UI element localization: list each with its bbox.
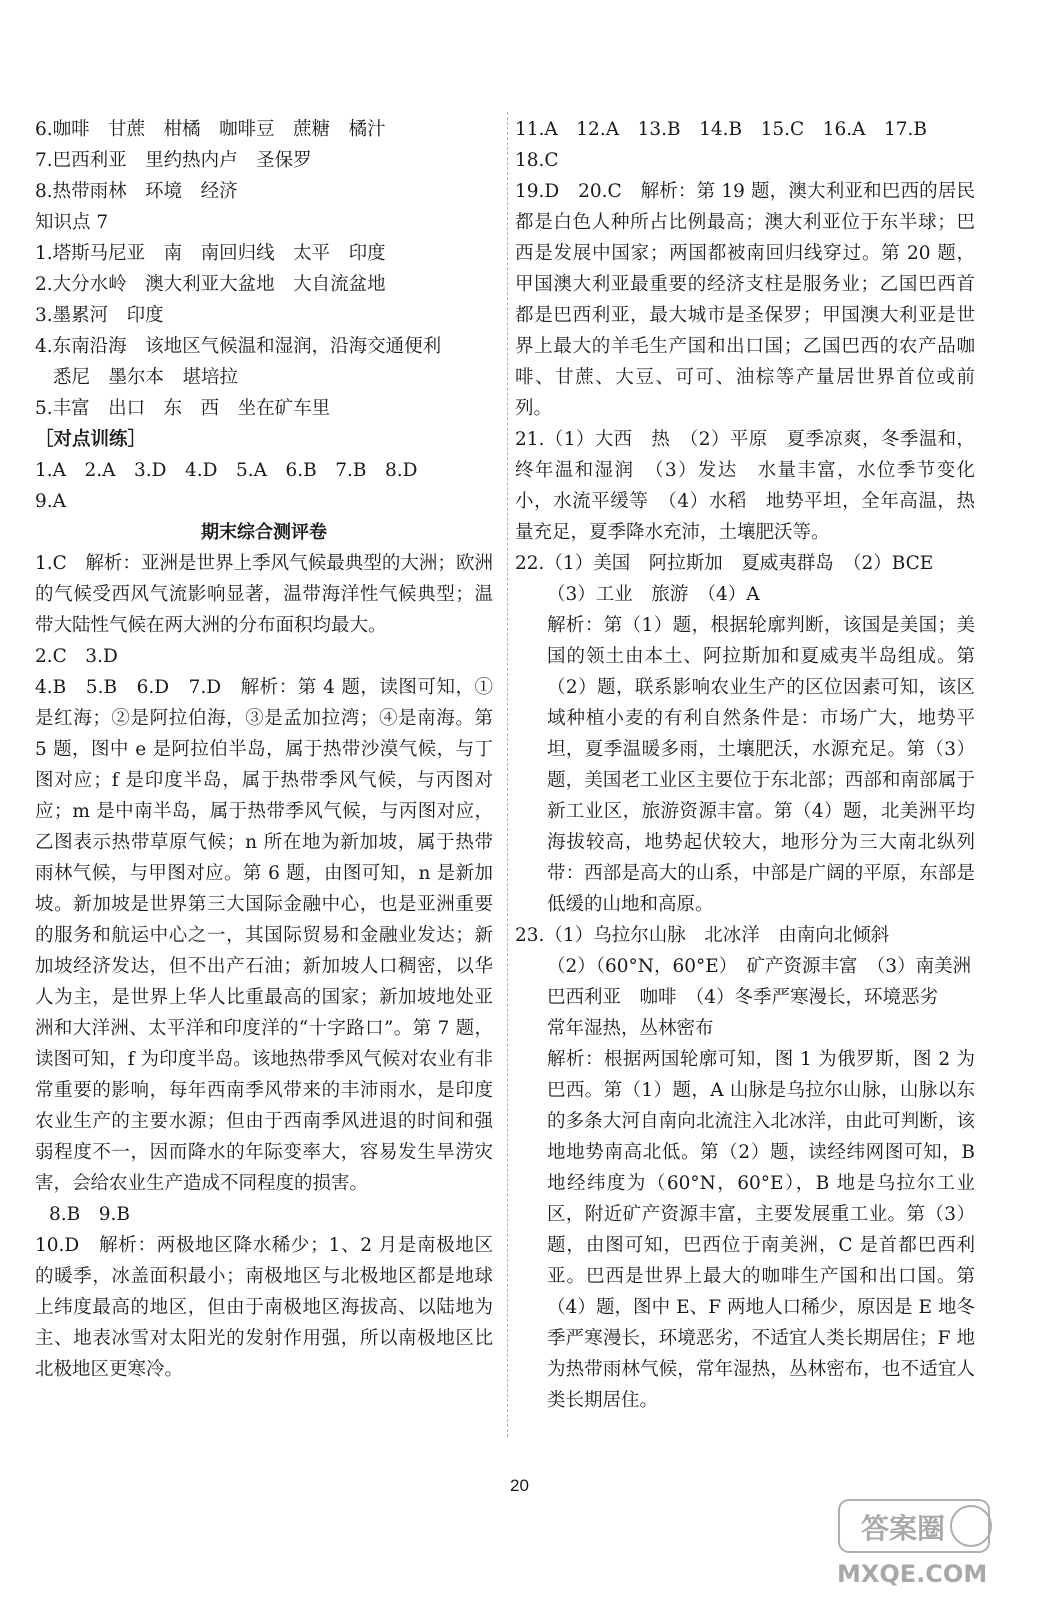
left-text-block: 期末综合测评卷 <box>201 522 327 543</box>
watermark-text-cn: 答案圈 <box>861 1512 946 1545</box>
right-text-block: （2）（60°N，60°E） 矿产资源丰富 （3）南美洲 <box>547 956 972 977</box>
right-text-block: 19.D 20.C 解析：第 19 题，澳大利亚和巴西的居民都是白色人种所占比例最高；澳大利亚位于东半球；巴西是发展中国家；两国都被南回归线穿过。第 20 题，甲国澳大利亚最重要的经济支柱是服务业；乙国巴西首都是巴西利亚，最大城市是圣保罗；甲国澳大利亚是世界上最大的羊毛生产国和出口国；乙国巴西的农产品咖啡、甘蔗、大豆、可可、油棕等产量居世界首位或前列。 <box>515 181 975 419</box>
right-text-block: 18.C <box>515 150 559 171</box>
left-text-block: ［对点训练］ <box>35 429 147 450</box>
right-text-block: 解析：根据两国轮廓可知，图 1 为俄罗斯，图 2 为巴西。第（1）题，A 山脉是乌拉尔山脉，山脉以东的多条大河自南向北流注入北冰洋，由此可判断，该地地势南高北低。第（2）题，读经纬网图可知，B 地经纬度为（60°N，60°E），B 地是乌拉尔工业区，附近矿产资源丰富，主要发展重工业。第（3）题，由图可知，巴西位于南美洲，C 是首都巴西利亚。巴西是世界上最大的咖啡生产国和出口国。第（4）题，图中 E、F 两地人口稀少，原因是 E 地冬季严寒漫长，环境恶劣，不适宜人类长期居住；F 地为热带雨林气候，常年湿热，丛林密布，也不适宜人类长期居住。 <box>547 1049 975 1411</box>
left-text-block: 知识点 7 <box>35 212 109 233</box>
right-text-block: 解析：第（1）题，根据轮廓判断，该国是美国；美国的领土由本土、阿拉斯加和夏威夷半岛组成。第（2）题，联系影响农业生产的区位因素可知，该区域种植小麦的有利自然条件是：市场广大，地势平坦，夏季温暖多雨，土壤肥沃，水源充足。第（3）题，美国老工业区主要位于东北部；西部和南部属于新工业区，旅游资源丰富。第（4）题，北美洲平均海拔较高，地势起伏较大，地形分为三大南北纵列带：西部是高大的山系，中部是广阔的平原，东部是低缓的山地和高原。 <box>547 615 975 915</box>
left-text-block: 4.东南沿海 该地区气候温和湿润，沿海交通便利 <box>35 336 442 357</box>
watermark-text-url: MXQE.COM <box>837 1560 988 1588</box>
left-text-block: 4.B 5.B 6.D 7.D 解析：第 4 题，读图可知，①是红海；②是阿拉伯海，③是孟加拉湾；④是南海。第 5 题，图中 e 是阿拉伯半岛，属于热带沙漠气候，与丁图对应；f 是印度半岛，属于热带季风气候，与丙图对应；m 是中南半岛，属于热带季风气候，与丙图对应，乙图表示热带草原气候；n 所在地为新加坡，属于热带雨林气候，与甲图对应。第 6 题，由图可知，n 是新加坡。新加坡是世界第三大国际金融中心，也是亚洲重要的服务和航运中心之一，其国际贸易和金融业发达；新加坡经济发达，但不出产石油；新加坡人口稠密，以华人为主，是世界上华人比重最高的国家；新加坡地处亚洲和大洋洲、太平洋和印度洋的“十字路口”。第 7 题，读图可知，f 为印度半岛。该地热带季风气候对农业有非常重要的影响，每年西南季风带来的丰沛雨水，是印度农业生产的主要水源；但由于西南季风进退的时间和强弱程度不一，因而降水的年际变率大，容易发生旱涝灾害，会给农业生产造成不同程度的损害。 <box>35 677 493 1194</box>
left-text-block: 6.咖啡 甘蔗 柑橘 咖啡豆 蔗糖 橘汁 <box>35 119 386 140</box>
left-text-block: 9.A <box>35 491 67 512</box>
watermark-logo <box>821 1492 1021 1592</box>
page-number: 20 <box>510 1476 529 1495</box>
left-text-block: 5.丰富 出口 东 西 坐在矿车里 <box>35 398 331 419</box>
left-text-block: 2.C 3.D <box>35 646 118 667</box>
right-text-block: 11.A 12.A 13.B 14.B 15.C 16.A 17.B <box>515 119 927 140</box>
left-text-block: 1.C 解析：亚洲是世界上季风气候最典型的大洲；欧洲的气候受西风气流影响显著，温带海洋性气候典型；温带大陆性气候在两大洲的分布面积均最大。 <box>35 553 493 636</box>
left-text-block: 1.塔斯马尼亚 南 南回归线 太平 印度 <box>35 243 386 264</box>
right-text-block: 21.（1）大西 热 （2）平原 夏季凉爽，冬季温和，终年温和湿润 （3）发达 水量丰富，水位季节变化小，水流平缓等 （4）水稻 地势平坦，全年高温，热量充足，夏季降水充沛，土壤肥沃等。 <box>515 429 975 543</box>
column-divider <box>507 112 508 1437</box>
left-text-block: 8.热带雨林 环境 经济 <box>35 181 238 202</box>
left-text-block: 悉尼 墨尔本 堪培拉 <box>53 367 239 388</box>
right-text-block: 22.（1）美国 阿拉斯加 夏威夷群岛 （2）BCE <box>515 553 934 574</box>
right-text-block: 常年湿热，丛林密布 <box>547 1018 714 1039</box>
left-text-block: 7.巴西利亚 里约热内卢 圣保罗 <box>35 150 312 171</box>
right-text-block: 23.（1）乌拉尔山脉 北冰洋 由南向北倾斜 <box>515 925 890 946</box>
left-column <box>35 114 493 1385</box>
left-text-block: 2.大分水岭 澳大利亚大盆地 大自流盆地 <box>35 274 386 295</box>
left-text-block: 8.B 9.B <box>49 1204 130 1225</box>
left-text-block: 3.墨累河 印度 <box>35 305 164 326</box>
right-text-block: （3）工业 旅游 （4）A <box>547 584 760 605</box>
right-text-block: 巴西利亚 咖啡 （4）冬季严寒漫长，环境恶劣 <box>547 987 939 1008</box>
left-text-block: 1.A 2.A 3.D 4.D 5.A 6.B 7.B 8.D <box>35 460 418 481</box>
right-column <box>515 114 975 1416</box>
left-text-block: 10.D 解析：两极地区降水稀少；1、2 月是南极地区的暖季，冰盖面积最小；南极地区与北极地区都是地球上纬度最高的地区，但由于南极地区海拔高、以陆地为主、地表冰雪对太阳光的发射作用强，所以南极地区比北极地区更寒冷。 <box>35 1235 493 1380</box>
